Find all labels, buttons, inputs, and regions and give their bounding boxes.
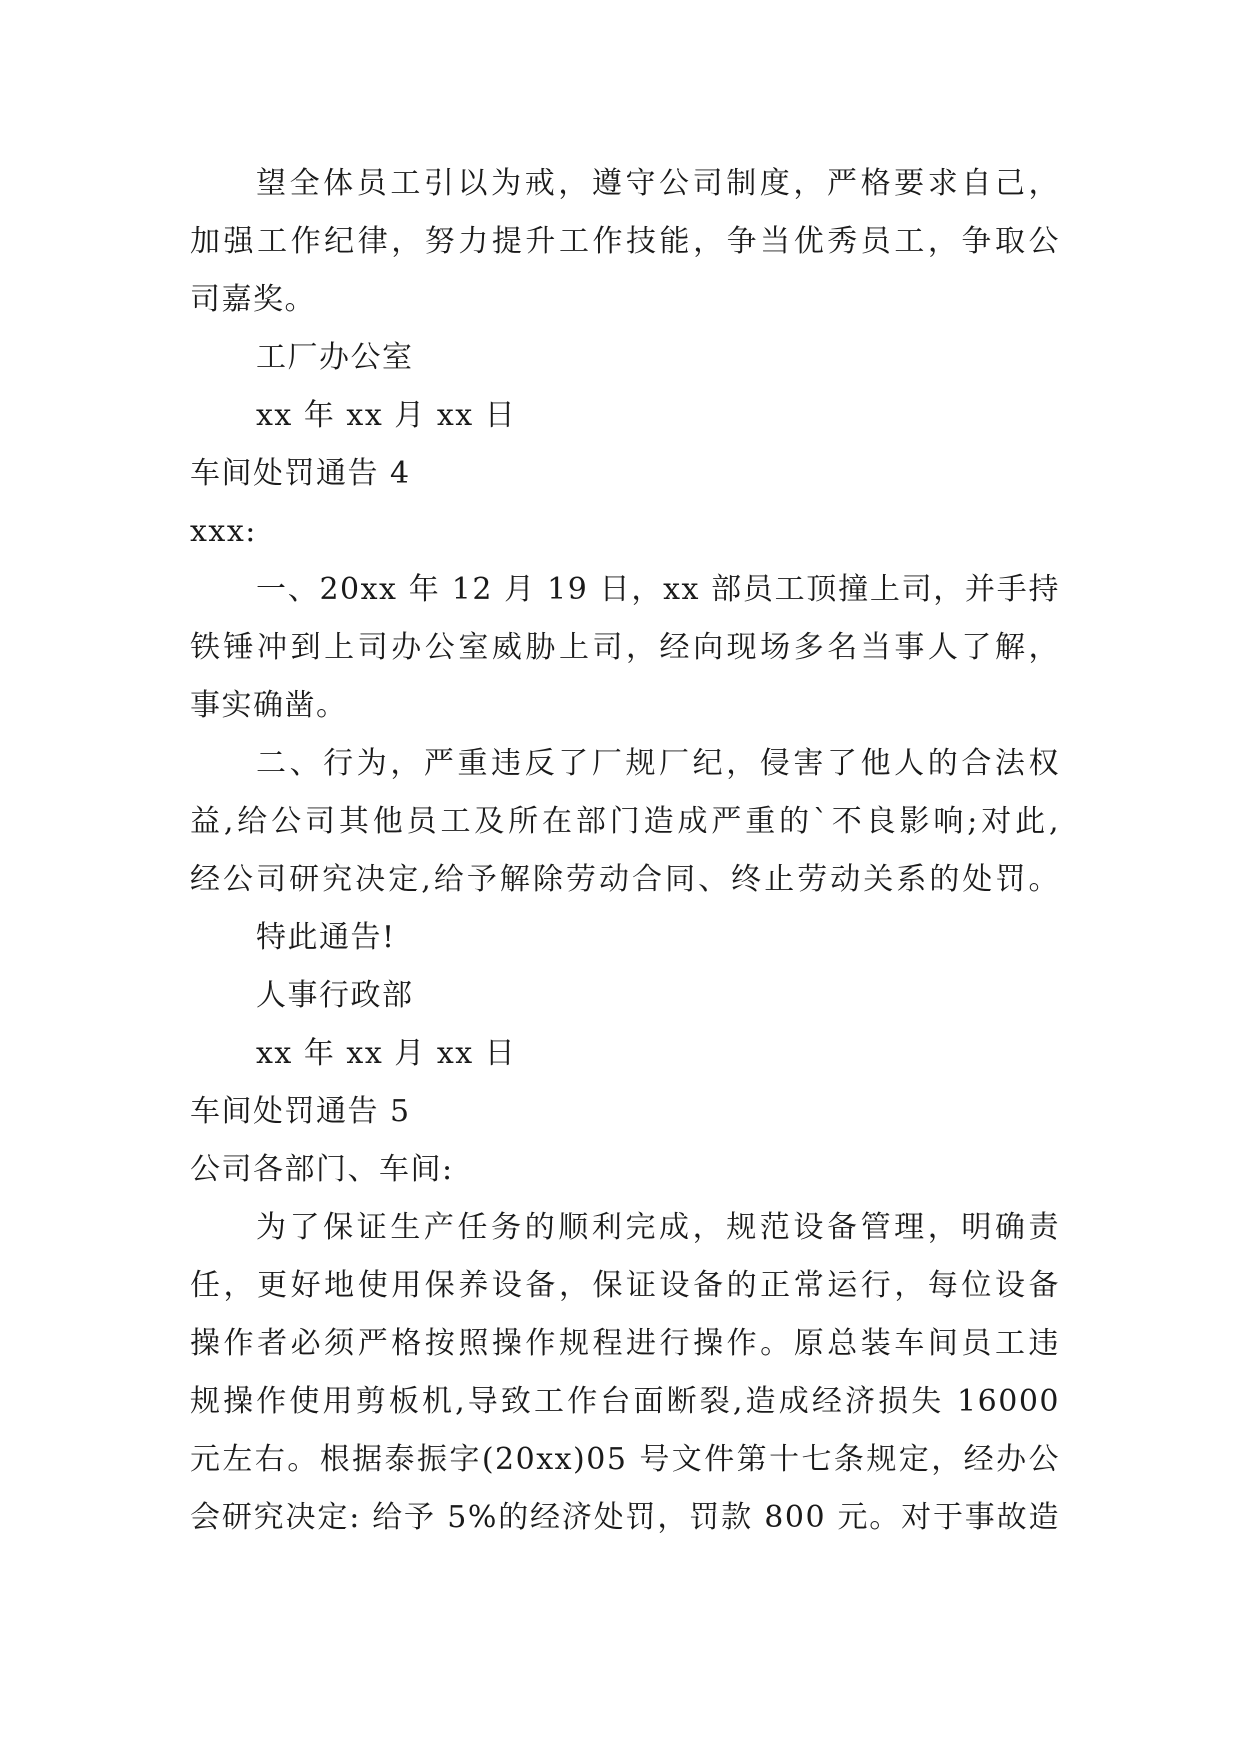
paragraph-line: 元左右。根据泰振字(20xx)05 号文件第十七条规定，经办公: [190, 1442, 1060, 1477]
signature-date: xx 年 xx 月 xx 日: [256, 398, 517, 433]
signature-date: xx 年 xx 月 xx 日: [256, 1036, 517, 1071]
paragraph-line: 益,给公司其他员工及所在部门造成严重的`不良影响;对此,: [190, 804, 1060, 839]
paragraph-line: 一、20xx 年 12 月 19 日，xx 部员工顶撞上司，并手持: [256, 572, 1060, 607]
paragraph-line: 二、行为，严重违反了厂规厂纪，侵害了他人的合法权: [256, 746, 1060, 781]
paragraph-line: 会研究决定: 给予 5%的经济处罚，罚款 800 元。对于事故造: [190, 1500, 1060, 1535]
paragraph-line: 望全体员工引以为戒，遵守公司制度，严格要求自己，: [256, 166, 1060, 201]
notice-title: 车间处罚通告 5: [190, 1094, 411, 1129]
paragraph-line: 加强工作纪律，努力提升工作技能，争当优秀员工，争取公: [190, 224, 1060, 259]
closing-statement: 特此通告!: [256, 920, 396, 955]
paragraph-line: 事实确凿。: [190, 688, 348, 723]
signature-department: 工厂办公室: [256, 340, 414, 375]
notice-salutation: xxx:: [190, 514, 257, 549]
paragraph-line: 操作者必须严格按照操作规程进行操作。原总装车间员工违: [190, 1326, 1060, 1361]
notice-salutation: 公司各部门、车间:: [190, 1152, 454, 1187]
paragraph-line: 司嘉奖。: [190, 282, 316, 317]
signature-department: 人事行政部: [256, 978, 414, 1013]
notice-title: 车间处罚通告 4: [190, 456, 411, 491]
paragraph-line: 经公司研究决定,给予解除劳动合同、终止劳动关系的处罚。: [190, 862, 1060, 897]
paragraph-line: 铁锤冲到上司办公室威胁上司，经向现场多名当事人了解，: [190, 630, 1060, 665]
paragraph-line: 任，更好地使用保养设备，保证设备的正常运行，每位设备: [190, 1268, 1060, 1303]
document-body: [190, 155, 1060, 1547]
paragraph-line: 规操作使用剪板机,导致工作台面断裂,造成经济损失 16000: [190, 1384, 1060, 1419]
paragraph-line: 为了保证生产任务的顺利完成，规范设备管理，明确责: [256, 1210, 1060, 1245]
